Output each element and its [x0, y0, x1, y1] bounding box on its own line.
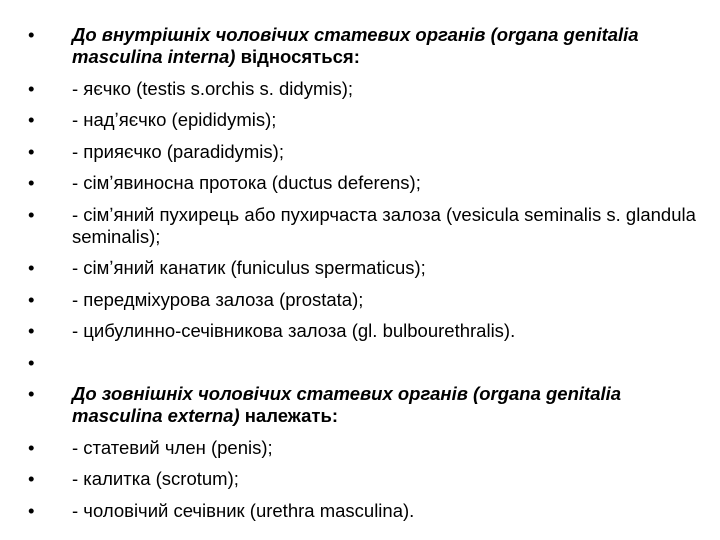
bullet-icon: • [28, 172, 35, 193]
internal-heading-text: До внутрішніх чоловічих статевих органів (organa genitalia masculina interna) [72, 24, 639, 67]
list-item-text: - надʼяєчко (epididymis); [72, 109, 277, 130]
list-item-text: - передміхурова залоза (prostata); [72, 288, 364, 310]
list-item [28, 500, 698, 522]
bullet-icon: • [28, 320, 35, 341]
list-item-text: - калитка (scrotum); [72, 468, 239, 489]
bullet-icon: • [28, 288, 35, 310]
list-item-external-heading [28, 383, 698, 427]
list-item [28, 257, 698, 279]
list-item [28, 172, 698, 194]
list-item-text: - прияєчко (paradidymis); [72, 140, 284, 162]
list-item [28, 437, 698, 459]
list-item [28, 109, 698, 131]
bullet-icon: • [28, 109, 35, 130]
bullet-icon: • [28, 499, 35, 521]
external-heading-text: До зовнішніх чоловічих статевих органів (organa genitalia masculina externa) [72, 383, 622, 426]
bullet-icon: • [28, 257, 35, 278]
bullet-icon: • [28, 140, 35, 162]
list-item-text: - сімʼяний пухирець або пухирчаста залоза (vesicula seminalis s. glandula seminalis); [72, 203, 696, 247]
list-item-text: - сімʼявиносна протока (ductus deferens); [72, 172, 421, 193]
bullet-icon: • [28, 383, 35, 404]
bullet-icon: • [28, 24, 35, 45]
list-item [28, 78, 698, 100]
internal-heading-suffix: відносяться: [235, 46, 360, 67]
list-item-empty [28, 352, 698, 374]
list-item-text: - сімʼяний канатик (funiculus spermaticus); [72, 257, 426, 278]
external-heading-suffix: належать: [239, 405, 338, 426]
list-item [28, 204, 698, 248]
bullet-icon: • [28, 351, 35, 373]
list-item-text: - статевий член (penis); [72, 436, 273, 458]
bullet-list [28, 24, 698, 531]
list-item [28, 289, 698, 311]
list-item-internal-heading [28, 24, 698, 68]
list-item-text: - чоловічий сечівник (urethra masculina). [72, 499, 415, 521]
list-item [28, 468, 698, 490]
bullet-icon: • [28, 436, 35, 458]
bullet-icon: • [28, 203, 35, 225]
bullet-icon: • [28, 77, 35, 99]
list-item [28, 141, 698, 163]
list-item-text: - цибулинно-сечівникова залоза (gl. bulbourethralis). [72, 320, 516, 341]
bullet-icon: • [28, 468, 35, 489]
list-item [28, 320, 698, 342]
list-item-text: - яєчко (testis s.orchis s. didymis); [72, 77, 354, 99]
